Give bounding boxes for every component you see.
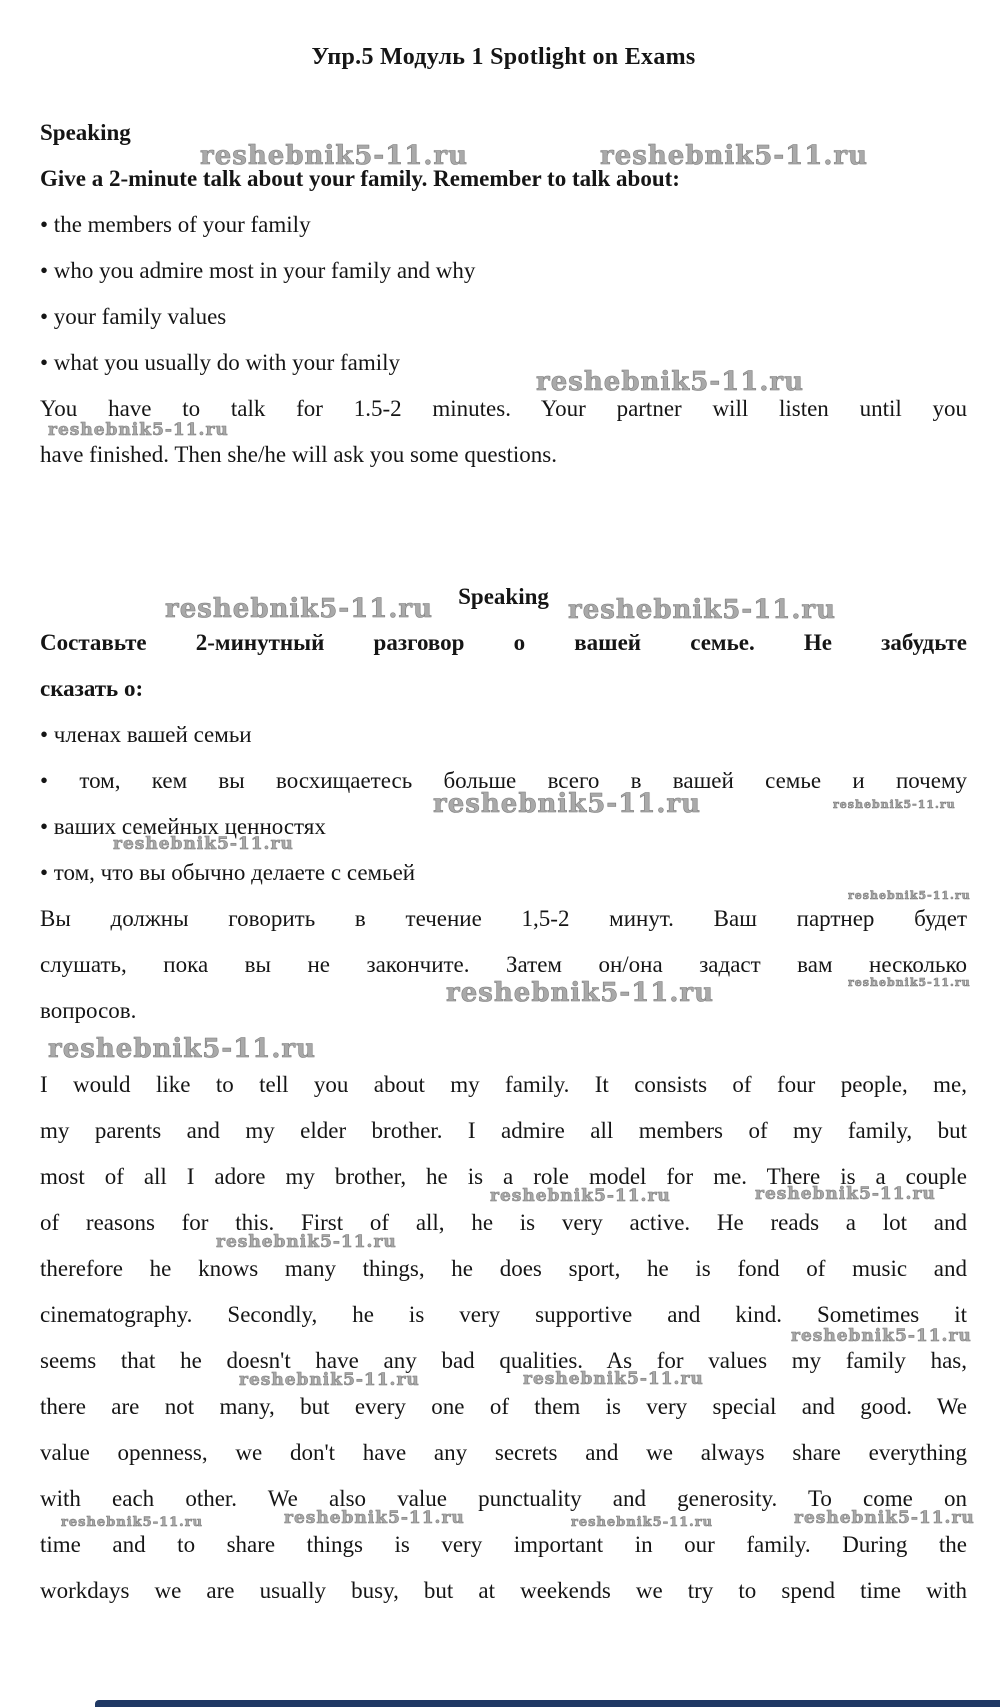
- text-line: • ваших семейных ценностях: [40, 814, 326, 839]
- task-ru-note: [40, 896, 967, 1034]
- watermark: reshebnik5-11.ru: [284, 1508, 465, 1528]
- watermark: reshebnik5-11.ru: [848, 889, 971, 902]
- text-line: сказать о:: [40, 676, 144, 701]
- text-line: • the members of your family: [40, 212, 311, 237]
- text-line: seems that he doesn't have any bad qualities. As for values my family has,: [40, 1348, 967, 1373]
- text-line: therefore he knows many things, he does sport, he is fond of music and: [40, 1256, 967, 1281]
- watermark: reshebnik5-11.ru: [536, 367, 805, 397]
- task-en-bullets: [40, 202, 967, 386]
- text-line: вопросов.: [40, 998, 137, 1023]
- section-gap: [40, 478, 967, 574]
- text-line: • том, что вы обычно делаете с семьей: [40, 860, 416, 885]
- watermark: reshebnik5-11.ru: [848, 976, 971, 989]
- text-line: cinematography. Secondly, he is very supportive and kind. Sometimes it: [40, 1302, 967, 1327]
- text-line: of reasons for this. First of all, he is very active. He reads a lot and: [40, 1210, 967, 1235]
- task-en-intro: Give a 2-minute talk about your family. Remember to talk about:: [40, 166, 680, 191]
- text-line: most of all I adore my brother, he is a role model for me. There is a couple: [40, 1164, 967, 1189]
- speaking-heading-ru: Speaking: [458, 584, 549, 609]
- watermark: reshebnik5-11.ru: [794, 1508, 975, 1528]
- watermark: reshebnik5-11.ru: [200, 141, 469, 171]
- watermark: reshebnik5-11.ru: [216, 1232, 397, 1252]
- watermark: reshebnik5-11.ru: [48, 1034, 317, 1064]
- watermark: reshebnik5-11.ru: [490, 1186, 671, 1206]
- text-line: workdays we are usually busy, but at weekends we try to spend time with: [40, 1578, 967, 1603]
- text-line: • who you admire most in your family and why: [40, 258, 476, 283]
- text-line: there are not many, but every one of them is very special and good. We: [40, 1394, 967, 1419]
- text-line: • what you usually do with your family: [40, 350, 401, 375]
- text-line: I would like to tell you about my family. It consists of four people, me,: [40, 1072, 967, 1097]
- text-line: • членах вашей семьи: [40, 722, 252, 747]
- watermark: reshebnik5-11.ru: [165, 594, 434, 624]
- watermark: reshebnik5-11.ru: [600, 141, 869, 171]
- bottom-bar-partial: [95, 1700, 1000, 1707]
- text-line: Составьте 2-минутный разговор о вашей семье. Не забудьте: [40, 630, 967, 655]
- text-line: with each other. We also value punctuality and generosity. To come on: [40, 1486, 967, 1511]
- text-line: слушать, пока вы не закончите. Затем он/она задаст вам несколько: [40, 952, 967, 977]
- watermark: reshebnik5-11.ru: [446, 978, 715, 1008]
- text-line: You have to talk for 1.5-2 minutes. Your partner will listen until you: [40, 396, 967, 421]
- text-line: my parents and my elder brother. I admire all members of my family, but: [40, 1118, 967, 1143]
- text-line: time and to share things is very important in our family. During the: [40, 1532, 967, 1557]
- watermark: reshebnik5-11.ru: [755, 1184, 936, 1204]
- text-line: • том, кем вы восхищаетесь больше всего в вашей семье и почему: [40, 768, 967, 793]
- watermark: reshebnik5-11.ru: [113, 834, 294, 854]
- watermark: reshebnik5-11.ru: [791, 1326, 972, 1346]
- text-line: have finished. Then she/he will ask you some questions.: [40, 442, 557, 467]
- watermark: reshebnik5-11.ru: [523, 1369, 704, 1389]
- watermark: reshebnik5-11.ru: [61, 1515, 204, 1530]
- page-content: [0, 34, 1000, 1614]
- watermark: reshebnik5-11.ru: [239, 1370, 420, 1390]
- text-line: Вы должны говорить в течение 1,5-2 минут. Ваш партнер будет: [40, 906, 967, 931]
- watermark: reshebnik5-11.ru: [833, 798, 956, 811]
- speaking-heading-en: Speaking: [40, 120, 131, 145]
- task-ru-intro: [40, 620, 967, 712]
- page-title: Упр.5 Модуль 1 Spotlight on Exams: [311, 44, 696, 70]
- watermark: reshebnik5-11.ru: [571, 1515, 714, 1530]
- watermark: reshebnik5-11.ru: [568, 595, 837, 625]
- text-line: • your family values: [40, 304, 227, 329]
- text-line: value openness, we don't have any secrets and we always share everything: [40, 1440, 967, 1465]
- watermark: reshebnik5-11.ru: [433, 789, 702, 819]
- watermark: reshebnik5-11.ru: [48, 420, 229, 440]
